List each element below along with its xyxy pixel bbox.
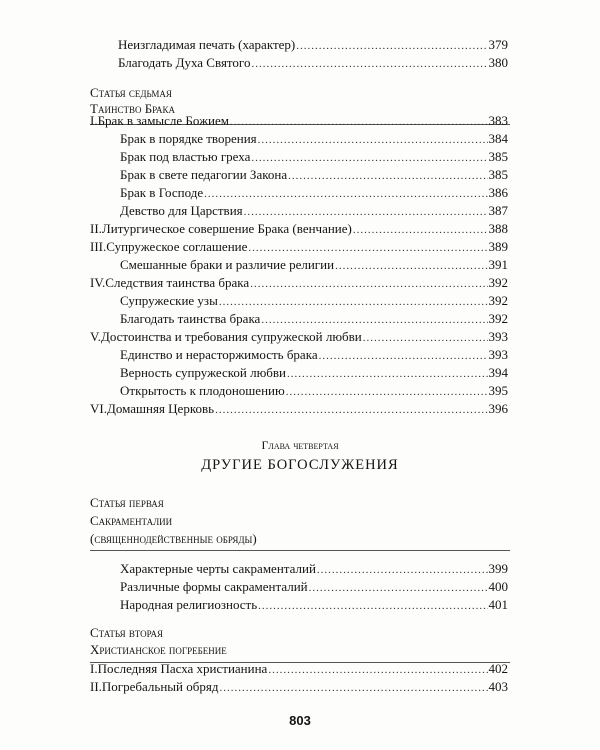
- toc-entry: [90, 220, 508, 238]
- entry-title: Характерные черты сакраменталий: [120, 561, 316, 576]
- entry-number: I.: [90, 661, 98, 676]
- dot-leader: [219, 293, 488, 311]
- dot-leader: [335, 257, 487, 275]
- toc-entry: [120, 560, 508, 578]
- dot-leader: [309, 579, 488, 597]
- entry-title: Неизгладимая печать (характер): [118, 37, 296, 52]
- entry-title: Благодать Духа Святого: [118, 55, 251, 70]
- entry-page: 401: [488, 597, 508, 612]
- toc-entry: [90, 238, 508, 256]
- toc-entry: [90, 112, 508, 130]
- dot-leader: [251, 149, 487, 167]
- entry-page: 392: [488, 275, 508, 290]
- entry-title: Супружеские узы: [120, 293, 218, 308]
- entry-title: Девство для Царствия: [120, 203, 243, 218]
- entry-page: 386: [488, 185, 508, 200]
- entry-page: 387: [488, 203, 508, 218]
- toc-entry: [120, 364, 508, 382]
- entry-page: 399: [488, 561, 508, 576]
- entry-title: Супружеское соглашение: [106, 239, 248, 254]
- entry-page: 396: [488, 401, 508, 416]
- entry-title: Единство и нерасторжимость брака: [120, 347, 318, 362]
- entry-page: 384: [488, 131, 508, 146]
- entry-page: 395: [488, 383, 508, 398]
- entry-page: 402: [488, 661, 508, 676]
- dot-leader: [219, 679, 487, 697]
- toc-entry: [120, 202, 508, 220]
- entry-title: Брак под властью греха: [120, 149, 251, 164]
- entry-page: 391: [488, 257, 508, 272]
- entry-title: Последняя Пасха христианина: [97, 661, 268, 676]
- entry-title: Брак в замысле Божием: [97, 113, 230, 128]
- entry-title: Брак в Господе: [120, 185, 204, 200]
- divider: [90, 550, 510, 551]
- entry-title: Следствия таинства брака: [105, 275, 250, 290]
- article-subtitle: (священнодейственные обряды): [90, 531, 257, 546]
- toc-entry: [118, 36, 508, 54]
- entry-title: Благодать таинства брака: [120, 311, 261, 326]
- dot-leader: [215, 401, 487, 419]
- entry-page: 385: [488, 167, 508, 182]
- dot-leader: [286, 383, 488, 401]
- chapter-label: Глава четвертая: [261, 438, 339, 452]
- dot-leader: [363, 329, 488, 347]
- dot-leader: [250, 275, 487, 293]
- toc-entry: [120, 596, 508, 614]
- entry-page: 393: [488, 329, 508, 344]
- entry-page: 403: [488, 679, 508, 694]
- toc-entry: [90, 328, 508, 346]
- dot-leader: [296, 37, 487, 55]
- entry-title: Открытость к плодоношению: [120, 383, 285, 398]
- entry-number: IV.: [90, 275, 106, 290]
- entry-page: 392: [488, 293, 508, 308]
- toc-entry: [120, 292, 508, 310]
- dot-leader: [230, 113, 487, 131]
- entry-page: 385: [488, 149, 508, 164]
- dot-leader: [248, 239, 487, 257]
- toc-entry: [90, 274, 508, 292]
- entry-page: 392: [488, 311, 508, 326]
- article-title: Таинство Брака: [90, 101, 176, 116]
- toc-entry: [120, 310, 508, 328]
- dot-leader: [204, 185, 487, 203]
- entry-page: 383: [488, 113, 508, 128]
- toc-entry: [120, 346, 508, 364]
- toc-entry: [118, 54, 508, 72]
- article-title: Сакраменталии: [90, 513, 173, 528]
- entry-number: VI.: [90, 401, 107, 416]
- entry-number: II.: [90, 679, 102, 694]
- entry-title: Литургическое совершение Брака (венчание): [101, 221, 352, 236]
- entry-title: Погребальный обряд: [101, 679, 219, 694]
- article-label: Статья вторая: [90, 625, 163, 640]
- article-label: Статья первая: [90, 495, 164, 510]
- entry-page: 394: [488, 365, 508, 380]
- toc-entry: [90, 400, 508, 418]
- article-label: Статья седьмая: [90, 85, 172, 100]
- dot-leader: [251, 55, 487, 73]
- entry-page: 380: [488, 55, 508, 70]
- dot-leader: [258, 597, 487, 615]
- toc-entry: [120, 184, 508, 202]
- entry-page: 389: [488, 239, 508, 254]
- entry-page: 379: [488, 37, 508, 52]
- dot-leader: [288, 167, 487, 185]
- entry-title: Народная религиозность: [120, 597, 258, 612]
- chapter-title: ДРУГИЕ БОГОСЛУЖЕНИЯ: [201, 457, 399, 473]
- entry-number: V.: [90, 329, 101, 344]
- toc-entry: [120, 256, 508, 274]
- toc-entry: [120, 130, 508, 148]
- entry-number: III.: [90, 239, 107, 254]
- entry-title: Смешанные браки и различие религии: [120, 257, 335, 272]
- article-title: Христианское погребение: [90, 642, 227, 657]
- dot-leader: [268, 661, 487, 679]
- toc-entry: [120, 578, 508, 596]
- dot-leader: [319, 347, 488, 365]
- entry-title: Брак в порядке творения: [120, 131, 257, 146]
- entry-title: Брак в свете педагогии Закона: [120, 167, 288, 182]
- entry-number: I.: [90, 113, 98, 128]
- entry-title: Различные формы сакраменталий: [120, 579, 308, 594]
- entry-page: 400: [488, 579, 508, 594]
- toc-entry: [120, 382, 508, 400]
- dot-leader: [287, 365, 487, 383]
- dot-leader: [258, 131, 488, 149]
- dot-leader: [317, 561, 488, 579]
- toc-entry: [120, 148, 508, 166]
- dot-leader: [353, 221, 488, 239]
- entry-title: Верность супружеской любви: [120, 365, 287, 380]
- entry-page: 388: [488, 221, 508, 236]
- page-number: 803: [289, 713, 311, 728]
- dot-leader: [244, 203, 488, 221]
- entry-number: II.: [90, 221, 102, 236]
- entry-title: Достоинства и требования супружеской любви: [100, 329, 362, 344]
- entry-title: Домашняя Церковь: [106, 401, 215, 416]
- dot-leader: [261, 311, 487, 329]
- toc-entry: [90, 678, 508, 696]
- entry-page: 393: [488, 347, 508, 362]
- toc-entry: [90, 660, 508, 678]
- toc-entry: [120, 166, 508, 184]
